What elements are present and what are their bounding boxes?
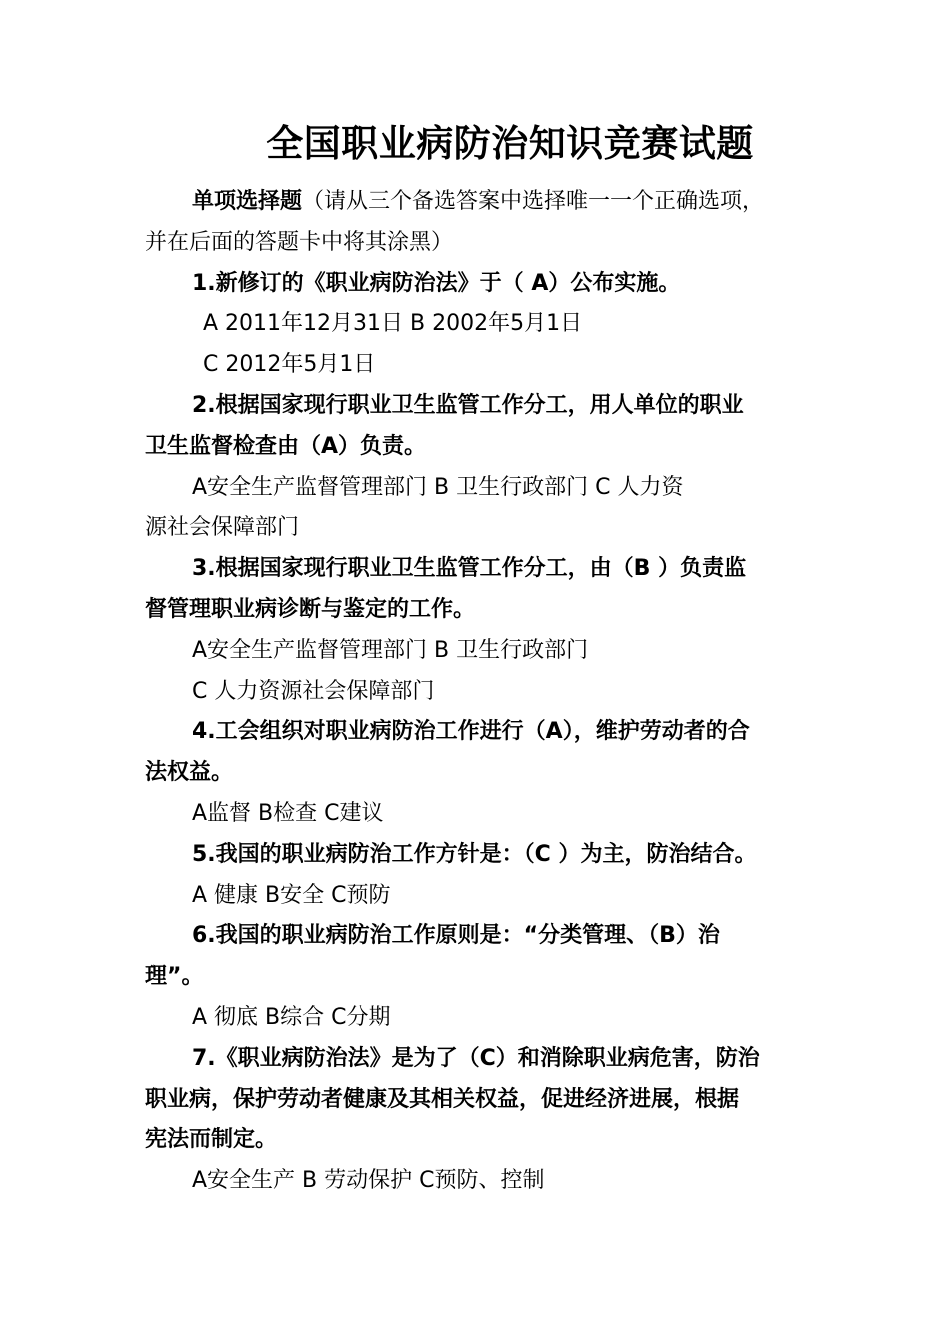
- question-1-options-2: C 2012年5月1日: [203, 352, 376, 378]
- question-7-options-1: A安全生产 B 劳动保护 C预防、控制: [192, 1168, 545, 1194]
- question-7-line-3: 宪法而制定。: [145, 1127, 278, 1153]
- question-6-options-1: A 彻底 B综合 C分期: [192, 1004, 391, 1030]
- question-2-line-1: 2.根据国家现行职业卫生监管工作分工，用人单位的职业: [192, 392, 744, 418]
- question-7-line-1: 7.《职业病防治法》是为了（C）和消除职业病危害，防治: [192, 1045, 760, 1071]
- question-3-options-2: C 人力资源社会保障部门: [192, 678, 435, 704]
- question-1-line-1: 1.新修订的《职业病防治法》于（ A）公布实施。: [192, 270, 681, 296]
- question-7-line-2: 职业病，保护劳动者健康及其相关权益，促进经济进展，根据: [145, 1086, 740, 1112]
- question-1-options-1: A 2011年12月31日 B 2002年5月1日: [203, 311, 583, 337]
- question-4-line-2: 法权益。: [145, 760, 234, 786]
- document-body: [145, 182, 825, 1202]
- question-6-line-1: 6.我国的职业病防治工作原则是：“分类管理、（B）治: [192, 923, 720, 949]
- question-5-line-1: 5.我国的职业病防治工作方针是：（C ）为主，防治结合。: [192, 841, 757, 867]
- question-4-options-1: A监督 B检查 C建议: [192, 800, 384, 826]
- question-5-options-1: A 健康 B安全 C预防: [192, 882, 391, 908]
- question-3-line-1: 3.根据国家现行职业卫生监管工作分工，由（B ）负责监: [192, 556, 747, 582]
- intro-text-continued: 并在后面的答题卡中将其涂黑）: [145, 229, 454, 255]
- question-4-line-1: 4.工会组织对职业病防治工作进行（A），维护劳动者的合: [192, 719, 750, 745]
- question-3-line-2: 督管理职业病诊断与鉴定的工作。: [145, 596, 476, 622]
- intro-heading: 单项选择题: [192, 189, 303, 214]
- page-title: 全国职业病防治知识竞赛试题: [266, 121, 754, 165]
- question-3-options-1: A安全生产监督管理部门 B 卫生行政部门: [192, 637, 589, 663]
- question-6-line-2: 理”。: [145, 964, 204, 990]
- question-2-line-2: 卫生监督检查由（A）负责。: [145, 433, 427, 459]
- intro-text: （请从三个备选答案中选择唯一一个正确选项，: [302, 189, 765, 214]
- question-2-options-1: A安全生产监督管理部门 B 卫生行政部门 C 人力资: [192, 474, 684, 500]
- question-2-options-2: 源社会保障部门: [145, 515, 300, 541]
- intro-paragraph: [145, 182, 825, 223]
